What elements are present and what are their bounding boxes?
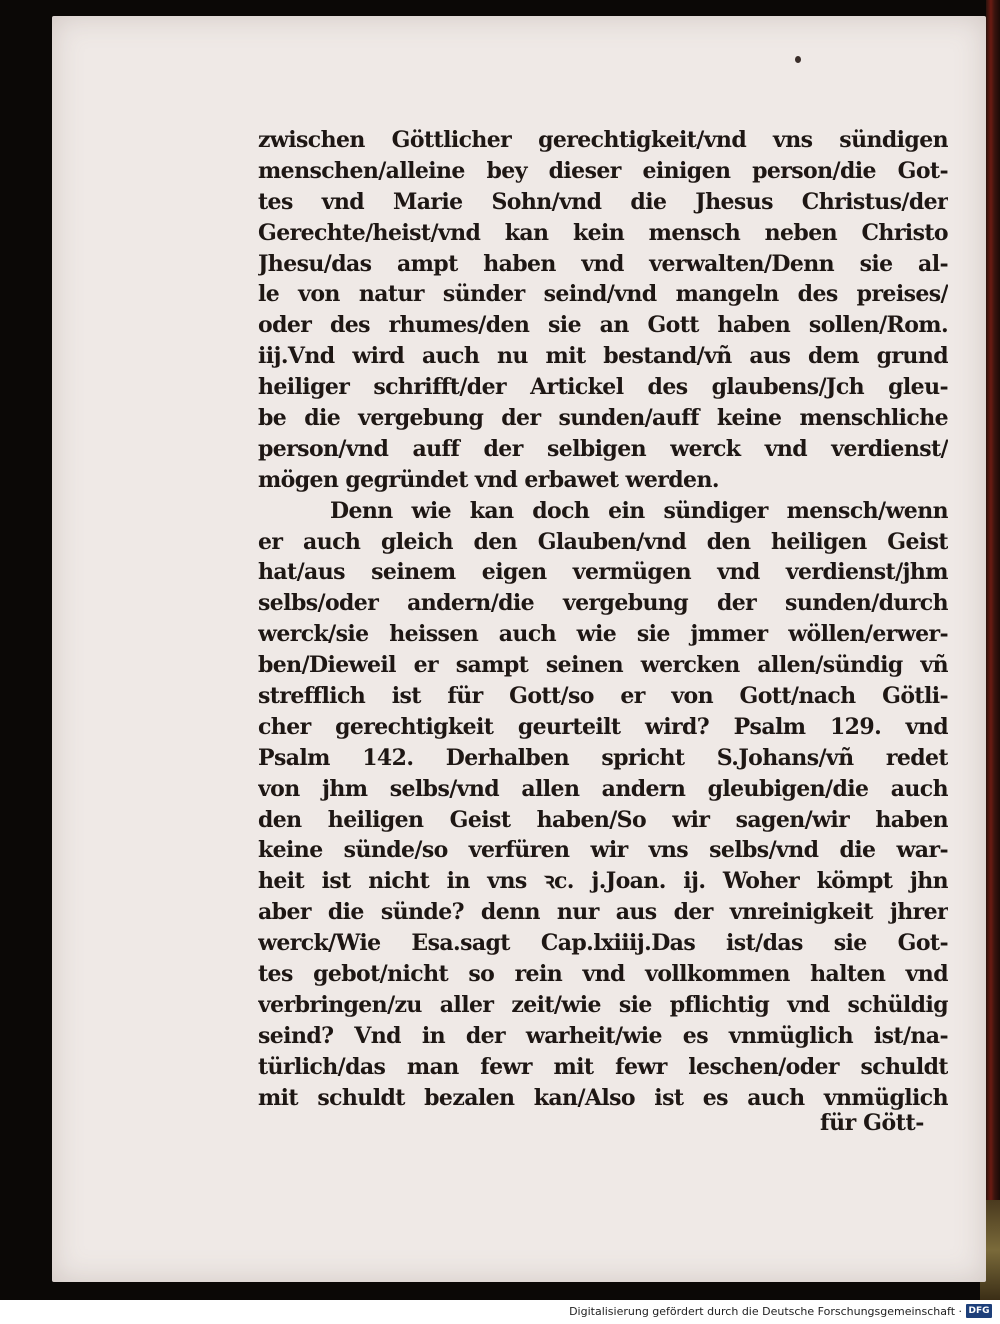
text-line: er auch gleich den Glauben/vnd den heiligen Geist bbox=[258, 528, 948, 555]
dfg-logo: DFG bbox=[966, 1304, 992, 1318]
book-edge bbox=[986, 0, 1000, 1300]
text-line: von jhm selbs/vnd allen andern gleubigen/die auch bbox=[258, 775, 948, 802]
text-line: Gerechte/heist/vnd kan kein mensch neben Christo bbox=[258, 219, 948, 246]
text-line: Psalm 142. Derhalben spricht S.Johans/vñ redet bbox=[258, 744, 948, 771]
text-line: werck/Wie Esa.sagt Cap.lxiiij.Das ist/das sie Got- bbox=[258, 930, 948, 957]
text-line: mögen gegründet vnd erbawet werden. bbox=[258, 466, 719, 493]
paragraph-start-line: Denn wie kan doch ein sündiger mensch/wenn bbox=[330, 497, 948, 524]
text-line: mit schuldt bezalen kan/Also ist es auch vnmüglich bbox=[258, 1084, 948, 1111]
text-line: seind? Vnd in der warheit/wie es vnmüglich ist/na- bbox=[258, 1022, 948, 1049]
text-line: tes gebot/nicht so rein vnd vollkommen halten vnd bbox=[258, 961, 948, 988]
text-line: cher gerechtigkeit geurteilt wird? Psalm 129. vnd bbox=[258, 713, 948, 740]
text-line: selbs/oder andern/die vergebung der sunden/durch bbox=[258, 590, 948, 617]
ink-mark bbox=[795, 56, 801, 63]
text-line: heit ist nicht in vns ꝛc. j.Joan. ij. Woher kömpt jhn bbox=[258, 868, 948, 895]
text-line: keine sünde/so verfüren wir vns selbs/vnd die war- bbox=[258, 837, 948, 864]
text-line: oder des rhumes/den sie an Gott haben sollen/Rom. bbox=[258, 312, 948, 339]
text-line: den heiligen Geist haben/So wir sagen/wir haben bbox=[258, 806, 948, 833]
text-line: menschen/alleine bey dieser einigen person/die Got- bbox=[258, 157, 948, 184]
text-line: aber die sünde? denn nur aus der vnreinigkeit jhrer bbox=[258, 899, 948, 926]
catchword: für Gött- bbox=[820, 1110, 925, 1136]
body-text bbox=[258, 125, 948, 1114]
text-line: Jhesu/das ampt haben vnd verwalten/Denn sie al- bbox=[258, 250, 948, 277]
text-line: strefflich ist für Gott/so er von Gott/nach Götli- bbox=[258, 683, 948, 710]
text-line: hat/aus seinem eigen vermügen vnd verdienst/jhm bbox=[258, 559, 948, 586]
text-line: werck/sie heissen auch wie sie jmmer wöllen/erwer- bbox=[258, 621, 948, 648]
text-line: tes vnd Marie Sohn/vnd die Jhesus Christus/der bbox=[258, 188, 948, 215]
text-line: iij.Vnd wird auch nu mit bestand/vñ aus dem grund bbox=[258, 343, 948, 370]
text-line: be die vergebung der sunden/auff keine menschliche bbox=[258, 405, 948, 432]
text-line: heiliger schrifft/der Artickel des glaubens/Jch gleu- bbox=[258, 374, 948, 401]
text-line: zwischen Göttlicher gerechtigkeit/vnd vns sündigen bbox=[258, 127, 948, 153]
footer-bar bbox=[0, 1300, 1000, 1324]
funding-credit: Digitalisierung gefördert durch die Deutsche Forschungsgemeinschaft · bbox=[569, 1305, 962, 1318]
text-line: türlich/das man fewr mit fewr leschen/oder schuldt bbox=[258, 1053, 948, 1080]
text-line: person/vnd auff der selbigen werck vnd verdienst/ bbox=[258, 435, 948, 462]
text-line: le von natur sünder seind/vnd mangeln des preises/ bbox=[258, 281, 948, 308]
text-line: verbringen/zu aller zeit/wie sie pflichtig vnd schüldig bbox=[258, 991, 948, 1018]
text-line: ben/Dieweil er sampt seinen wercken allen/sündig vñ bbox=[258, 652, 948, 679]
